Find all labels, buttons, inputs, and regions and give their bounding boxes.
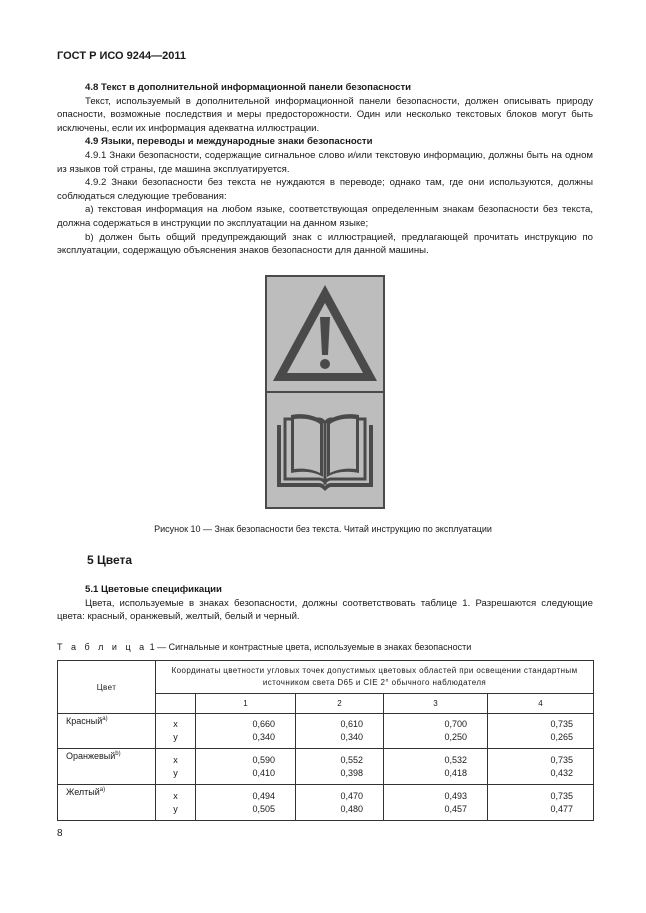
safety-sign-figure — [265, 275, 385, 509]
list-item-b: b) должен быть общий предупреждающий знак с иллюстрацией, предлагающей прочитать инструкцию по эксплуатации, содержащую объяснения знаков безопасности для данной машины. — [57, 231, 593, 257]
color-name: Красный$^{a)}$ — [58, 714, 156, 749]
coord-cell: 0,610 0,340 — [296, 714, 384, 749]
coord-cell: 0,470 0,480 — [296, 785, 384, 821]
coord-cell: 0,735 0,477 — [488, 785, 594, 821]
coord-cell: 0,735 0,432 — [488, 749, 594, 785]
coord-cell: 0,590 0,410 — [196, 749, 296, 785]
header-color: Цвет — [58, 661, 156, 714]
header-coordinates: Координаты цветности угловых точек допустимых цветовых областей при освещении стандартным источником света D65 и CIE 2° обычного наблюдателя — [156, 661, 594, 694]
table-row — [58, 785, 594, 821]
heading-section-5: 5 Цвета — [87, 553, 133, 567]
list-item-a: а) текстовая информация на любом языке, соответствующая определенным знакам безопасности без текста, должна содержаться в инструкции по эксплуатации на данном языке; — [57, 204, 593, 229]
coord-cell: 0,552 0,398 — [296, 749, 384, 785]
table-caption — [57, 642, 471, 652]
coord-axis: x y — [156, 785, 196, 821]
coord-cell: 0,532 0,418 — [384, 749, 488, 785]
table-label: Т а б л и ц а — [57, 642, 148, 652]
coord-cell: 0,494 0,505 — [196, 785, 296, 821]
open-book-icon — [267, 393, 383, 507]
section-5-1 — [57, 583, 593, 624]
heading-5-1: 5.1 Цветовые спецификации — [85, 584, 222, 595]
paragraph-4-8: Текст, используемый в дополнительной информационной панели безопасности, должен описывать природу опасности, возможные последствия и меры предосторожности. Один или несколько текстовых блоков могут быть исключены, если их информация адекватна иллюстрации. — [57, 95, 593, 134]
coord-axis: x y — [156, 749, 196, 785]
section-4-8-4-9 — [57, 81, 593, 258]
color-name: Желтый$^{a)}$ — [58, 785, 156, 821]
table-row — [58, 749, 594, 785]
coord-cell: 0,735 0,265 — [488, 714, 594, 749]
header-col-3: 3 — [384, 694, 488, 714]
heading-4-8: 4.8 Текст в дополнительной информационной панели безопасности — [85, 82, 412, 93]
table-caption-text: 1 — Сигнальные и контрастные цвета, используемые в знаках безопасности — [149, 642, 472, 652]
header-col-4: 4 — [488, 694, 594, 714]
color-table — [57, 660, 594, 821]
color-name: Оранжевый$^{b)}$ — [58, 749, 156, 785]
paragraph-5-1: Цвета, используемые в знаках безопасности, должны соответствовать таблице 1. Разрешаются следующие цвета: красный, оранжевый, желтый, белый и черный. — [57, 597, 593, 623]
running-header: ГОСТ Р ИСО 9244—2011 — [57, 50, 187, 62]
coord-cell: 0,493 0,457 — [384, 785, 488, 821]
header-col-1: 1 — [196, 694, 296, 714]
header-blank — [156, 694, 196, 714]
header-col-2: 2 — [296, 694, 384, 714]
paragraph-4-9-2: 4.9.2 Знаки безопасности без текста не нуждаются в переводе; однако там, где они используются, должны соблюдаться следующие требования: — [57, 177, 593, 202]
table-row — [58, 714, 594, 749]
paragraph-4-9-1: 4.9.1 Знаки безопасности, содержащие сигнальное слово и/или текстовую информацию, должны быть на одном из языков той страны, где машина эксплуатируется. — [57, 149, 593, 175]
coord-axis: x y — [156, 714, 196, 749]
warning-triangle-icon — [267, 277, 383, 391]
coord-cell: 0,660 0,340 — [196, 714, 296, 749]
figure-caption: Рисунок 10 — Знак безопасности без текста. Читай инструкцию по эксплуатации — [154, 524, 492, 534]
heading-4-9: 4.9 Языки, переводы и международные знаки безопасности — [85, 136, 373, 148]
coord-cell: 0,700 0,250 — [384, 714, 488, 749]
page-number: 8 — [57, 828, 63, 839]
